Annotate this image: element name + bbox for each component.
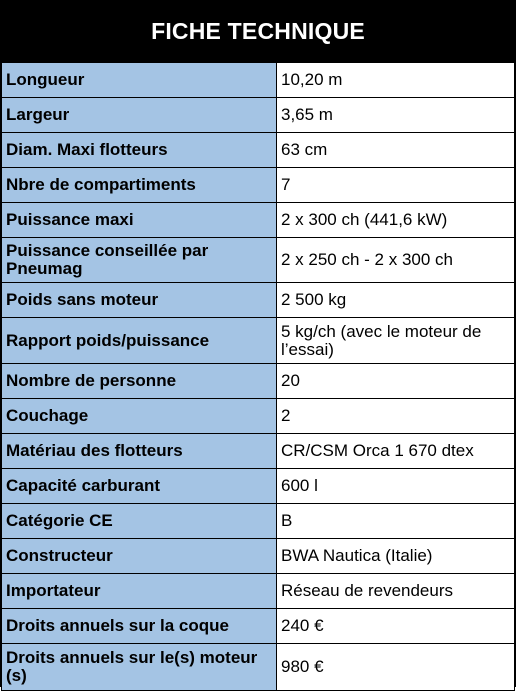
row-value: 2 500 kg [277, 283, 515, 318]
row-label: Nombre de personne [2, 364, 277, 399]
row-value: 20 [277, 364, 515, 399]
row-value: 10,20 m [277, 63, 515, 98]
row-label: Droits annuels sur le(s) moteur (s) [2, 644, 277, 691]
table-row [2, 539, 515, 574]
table-row [2, 469, 515, 504]
row-value: Réseau de revendeurs [277, 574, 515, 609]
row-value: CR/CSM Orca 1 670 dtex [277, 434, 515, 469]
spec-table [1, 62, 515, 691]
row-label: Rapport poids/puissance [2, 318, 277, 364]
row-label: Couchage [2, 399, 277, 434]
row-label: Matériau des flotteurs [2, 434, 277, 469]
row-value: 2 x 250 ch - 2 x 300 ch [277, 238, 515, 283]
row-label: Puissance maxi [2, 203, 277, 238]
row-label: Diam. Maxi flotteurs [2, 133, 277, 168]
table-row [2, 98, 515, 133]
row-label: Nbre de compartiments [2, 168, 277, 203]
row-value: 2 [277, 399, 515, 434]
table-row [2, 644, 515, 691]
row-value: 600 l [277, 469, 515, 504]
row-label: Largeur [2, 98, 277, 133]
table-row [2, 434, 515, 469]
table-row [2, 63, 515, 98]
row-label: Catégorie CE [2, 504, 277, 539]
row-value: BWA Nautica (Italie) [277, 539, 515, 574]
row-label: Constructeur [2, 539, 277, 574]
table-row [2, 203, 515, 238]
table-row [2, 399, 515, 434]
table-row [2, 504, 515, 539]
table-row [2, 574, 515, 609]
row-label: Droits annuels sur la coque [2, 609, 277, 644]
row-label: Capacité carburant [2, 469, 277, 504]
row-label: Importateur [2, 574, 277, 609]
row-value: 5 kg/ch (avec le moteur de l’essai) [277, 318, 515, 364]
table-row [2, 133, 515, 168]
table-row [2, 168, 515, 203]
table-row [2, 283, 515, 318]
row-value: 980 € [277, 644, 515, 691]
table-row [2, 364, 515, 399]
row-label: Longueur [2, 63, 277, 98]
row-value: 7 [277, 168, 515, 203]
table-row [2, 318, 515, 364]
row-value: 240 € [277, 609, 515, 644]
row-value: B [277, 504, 515, 539]
row-value: 3,65 m [277, 98, 515, 133]
row-label: Puissance conseillée par Pneumag [2, 238, 277, 283]
table-row [2, 609, 515, 644]
page-title: FICHE TECHNIQUE [1, 1, 515, 62]
table-row [2, 238, 515, 283]
row-label: Poids sans moteur [2, 283, 277, 318]
row-value: 2 x 300 ch (441,6 kW) [277, 203, 515, 238]
row-value: 63 cm [277, 133, 515, 168]
